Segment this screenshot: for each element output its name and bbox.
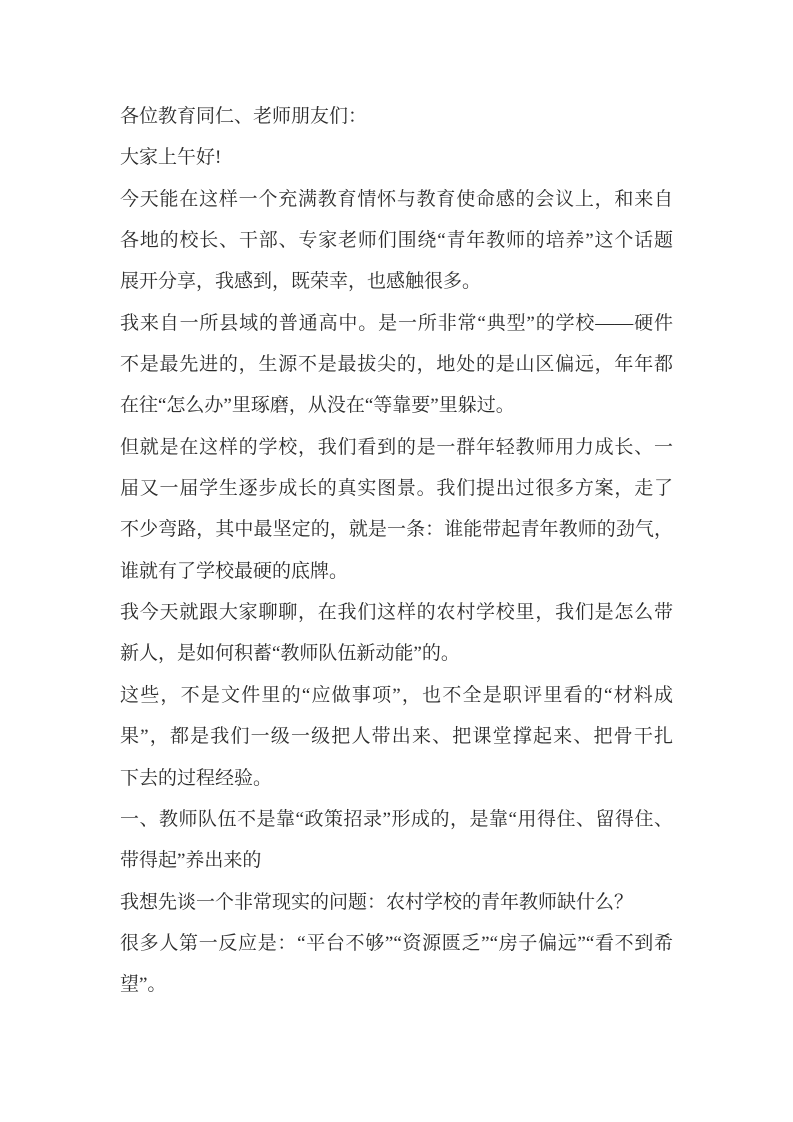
text-line-3: 今天能在这样一个充满教育情怀与教育使命感的会议上，和来自 <box>120 188 673 210</box>
text-line-20: 我想先谈一个非常现实的问题：农村学校的青年教师缺什么？ <box>120 891 634 913</box>
text-line-6: 我来自一所县域的普通高中。是一所非常“典型”的学校——硬件 <box>120 312 673 334</box>
text-line-12: 谁就有了学校最硬的底牌。 <box>120 560 349 582</box>
text-line-7: 不是最先进的，生源不是最拔尖的，地处的是山区偏远，年年都 <box>120 354 673 376</box>
text-line-1: 各位教育同仁、老师朋友们： <box>120 106 368 127</box>
text-line-17: 下去的过程经验。 <box>120 767 273 789</box>
text-line-11: 不少弯路，其中最坚定的，就是一条：谁能带起青年教师的劲气， <box>120 519 673 541</box>
text-line-14: 新人，是如何积蓄“教师队伍新动能”的。 <box>120 643 460 665</box>
text-line-5: 展开分享，我感到，既荣幸，也感触很多。 <box>120 271 482 293</box>
text-line-4: 各地的校长、干部、专家老师们围绕“青年教师的培养”这个话题 <box>120 230 673 252</box>
text-line-8: 在往“怎么办”里琢磨，从没在“等靠要”里躲过。 <box>120 395 515 417</box>
text-line-19: 带得起”养出来的 <box>120 850 262 872</box>
text-line-10: 届又一届学生逐步成长的真实图景。我们提出过很多方案，走了 <box>120 478 673 500</box>
text-line-9: 但就是在这样的学校，我们看到的是一群年轻教师用力成长、一 <box>120 436 673 458</box>
text-line-13: 我今天就跟大家聊聊，在我们这样的农村学校里，我们是怎么带 <box>120 602 673 624</box>
text-line-2: 大家上午好! <box>120 147 222 169</box>
text-line-15: 这些，不是文件里的“应做事项”，也不全是职评里看的“材料成 <box>120 684 673 706</box>
text-line-21: 很多人第一反应是：“平台不够”“资源匮乏”“房子偏远”“看不到希 <box>120 932 673 954</box>
text-line-16: 果”，都是我们一级一级把人带出来、把课堂撑起来、把骨干扎 <box>120 726 673 748</box>
text-line-18: 一、教师队伍不是靠“政策招录”形成的，是靠“用得住、留得住、 <box>120 808 673 830</box>
document-text <box>120 96 673 1006</box>
text-line-22: 望”。 <box>120 974 167 996</box>
